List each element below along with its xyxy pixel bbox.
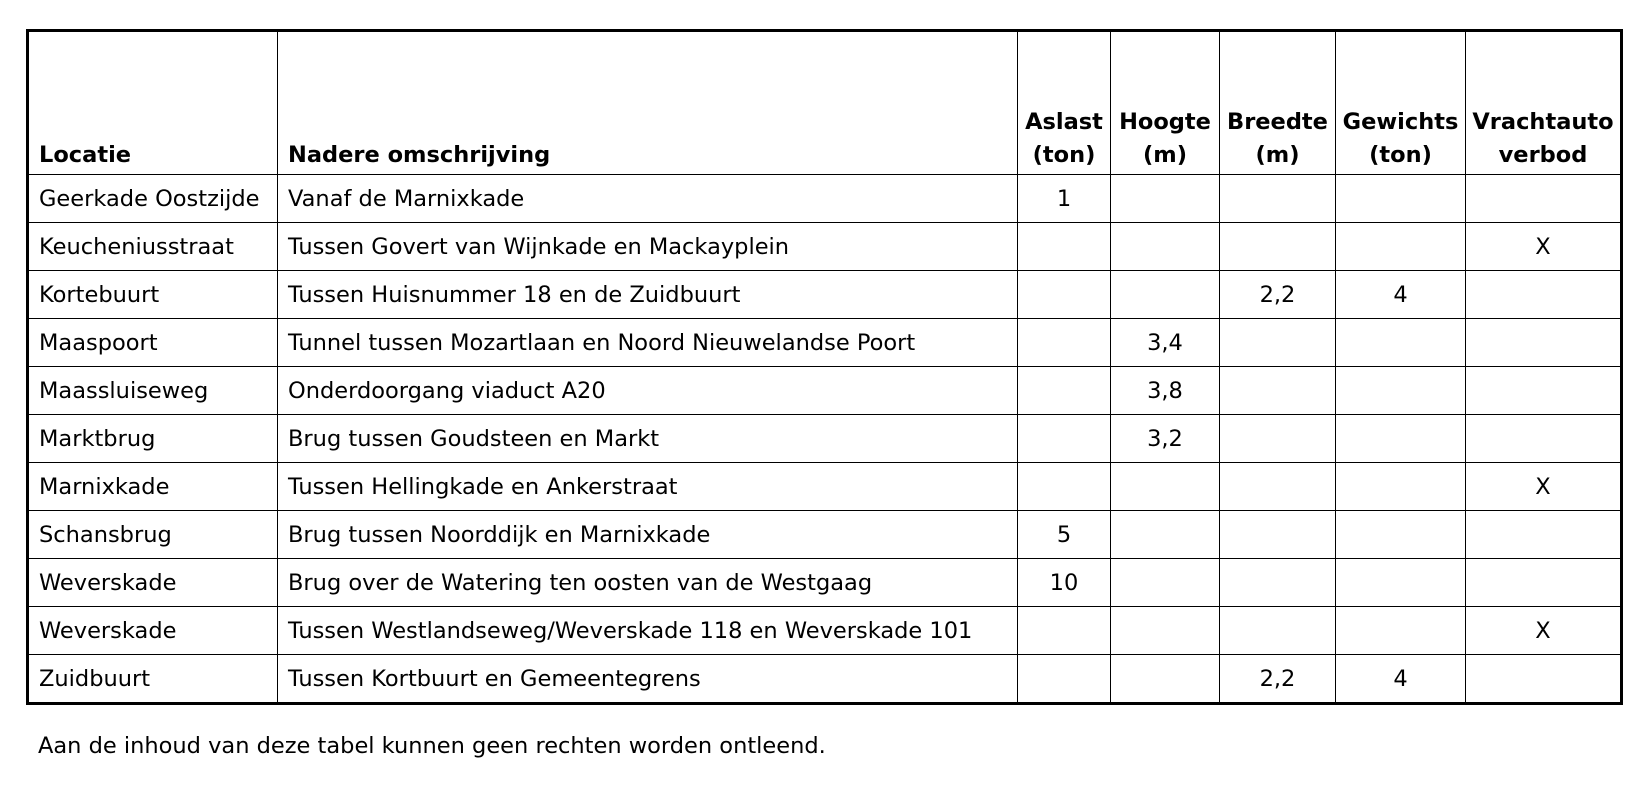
table-row bbox=[28, 175, 1622, 223]
cell-vracht bbox=[1466, 559, 1622, 607]
cell-vracht bbox=[1466, 655, 1622, 704]
disclaimer-footnote: Aan de inhoud van deze tabel kunnen geen rechten worden ontleend. bbox=[38, 733, 826, 759]
header-gewicht bbox=[1336, 31, 1466, 175]
cell-aslast bbox=[1018, 319, 1111, 367]
cell-breedte bbox=[1220, 319, 1336, 367]
table-body bbox=[28, 175, 1622, 704]
cell-vracht bbox=[1466, 511, 1622, 559]
cell-gewicht bbox=[1336, 367, 1466, 415]
table-row bbox=[28, 559, 1622, 607]
header-locatie: Locatie bbox=[28, 31, 278, 175]
cell-omschrijving: Tussen Huisnummer 18 en de Zuidbuurt bbox=[278, 271, 1018, 319]
header-breedte-line-1: Breedte bbox=[1227, 109, 1328, 135]
cell-aslast: 1 bbox=[1018, 175, 1111, 223]
cell-breedte bbox=[1220, 223, 1336, 271]
table-row bbox=[28, 319, 1622, 367]
header-gewicht-line-1: Gewichts bbox=[1342, 109, 1459, 135]
cell-hoogte: 3,2 bbox=[1111, 415, 1220, 463]
table-row bbox=[28, 463, 1622, 511]
table-row bbox=[28, 271, 1622, 319]
cell-hoogte: 3,8 bbox=[1111, 367, 1220, 415]
cell-locatie: Weverskade bbox=[28, 607, 278, 655]
cell-breedte bbox=[1220, 607, 1336, 655]
cell-omschrijving: Brug tussen Noorddijk en Marnixkade bbox=[278, 511, 1018, 559]
cell-hoogte bbox=[1111, 559, 1220, 607]
cell-gewicht bbox=[1336, 559, 1466, 607]
cell-locatie: Schansbrug bbox=[28, 511, 278, 559]
cell-breedte bbox=[1220, 367, 1336, 415]
cell-breedte: 2,2 bbox=[1220, 655, 1336, 704]
cell-vracht: X bbox=[1466, 463, 1622, 511]
cell-omschrijving: Brug tussen Goudsteen en Markt bbox=[278, 415, 1018, 463]
header-aslast-line-1: Aslast bbox=[1025, 109, 1103, 135]
cell-locatie: Kortebuurt bbox=[28, 271, 278, 319]
table-header bbox=[28, 31, 1622, 175]
cell-gewicht bbox=[1336, 415, 1466, 463]
header-breedte bbox=[1220, 31, 1336, 175]
cell-aslast: 10 bbox=[1018, 559, 1111, 607]
cell-breedte bbox=[1220, 559, 1336, 607]
cell-omschrijving: Vanaf de Marnixkade bbox=[278, 175, 1018, 223]
cell-locatie: Zuidbuurt bbox=[28, 655, 278, 704]
table-row bbox=[28, 223, 1622, 271]
cell-gewicht bbox=[1336, 607, 1466, 655]
cell-aslast bbox=[1018, 655, 1111, 704]
cell-locatie: Marnixkade bbox=[28, 463, 278, 511]
header-hoogte bbox=[1111, 31, 1220, 175]
restrictions-table bbox=[26, 29, 1623, 705]
cell-hoogte bbox=[1111, 607, 1220, 655]
cell-locatie: Geerkade Oostzijde bbox=[28, 175, 278, 223]
header-breedte-line-2: (m) bbox=[1255, 142, 1300, 168]
header-aslast bbox=[1018, 31, 1111, 175]
cell-hoogte bbox=[1111, 655, 1220, 704]
table-row bbox=[28, 415, 1622, 463]
cell-hoogte bbox=[1111, 511, 1220, 559]
cell-aslast bbox=[1018, 223, 1111, 271]
cell-hoogte bbox=[1111, 175, 1220, 223]
cell-vracht: X bbox=[1466, 223, 1622, 271]
cell-aslast bbox=[1018, 415, 1111, 463]
cell-locatie: Marktbrug bbox=[28, 415, 278, 463]
cell-hoogte bbox=[1111, 271, 1220, 319]
cell-breedte bbox=[1220, 415, 1336, 463]
cell-breedte bbox=[1220, 463, 1336, 511]
cell-omschrijving: Tunnel tussen Mozartlaan en Noord Nieuwelandse Poort bbox=[278, 319, 1018, 367]
cell-vracht bbox=[1466, 271, 1622, 319]
cell-hoogte: 3,4 bbox=[1111, 319, 1220, 367]
header-hoogte-line-1: Hoogte bbox=[1119, 109, 1211, 135]
cell-omschrijving: Tussen Govert van Wijnkade en Mackayplein bbox=[278, 223, 1018, 271]
table-row bbox=[28, 511, 1622, 559]
header-row bbox=[28, 31, 1622, 175]
header-vracht-line-2: verbod bbox=[1498, 142, 1588, 168]
header-gewicht-line-2: (ton) bbox=[1369, 142, 1432, 168]
cell-vracht: X bbox=[1466, 607, 1622, 655]
header-vracht bbox=[1466, 31, 1622, 175]
cell-omschrijving: Onderdoorgang viaduct A20 bbox=[278, 367, 1018, 415]
header-hoogte-line-2: (m) bbox=[1142, 142, 1187, 168]
cell-breedte bbox=[1220, 175, 1336, 223]
table-row bbox=[28, 367, 1622, 415]
cell-omschrijving: Tussen Westlandseweg/Weverskade 118 en Weverskade 101 bbox=[278, 607, 1018, 655]
cell-vracht bbox=[1466, 175, 1622, 223]
cell-hoogte bbox=[1111, 463, 1220, 511]
cell-aslast bbox=[1018, 463, 1111, 511]
cell-omschrijving: Tussen Hellingkade en Ankerstraat bbox=[278, 463, 1018, 511]
cell-breedte bbox=[1220, 511, 1336, 559]
cell-hoogte bbox=[1111, 223, 1220, 271]
cell-omschrijving: Tussen Kortbuurt en Gemeentegrens bbox=[278, 655, 1018, 704]
cell-breedte: 2,2 bbox=[1220, 271, 1336, 319]
cell-vracht bbox=[1466, 367, 1622, 415]
cell-aslast: 5 bbox=[1018, 511, 1111, 559]
cell-gewicht bbox=[1336, 319, 1466, 367]
table-row bbox=[28, 607, 1622, 655]
cell-gewicht bbox=[1336, 463, 1466, 511]
header-omschrijving: Nadere omschrijving bbox=[278, 31, 1018, 175]
cell-omschrijving: Brug over de Watering ten oosten van de Westgaag bbox=[278, 559, 1018, 607]
cell-aslast bbox=[1018, 607, 1111, 655]
cell-locatie: Maaspoort bbox=[28, 319, 278, 367]
cell-aslast bbox=[1018, 271, 1111, 319]
header-aslast-line-2: (ton) bbox=[1032, 142, 1096, 168]
header-vracht-line-1: Vrachtauto bbox=[1472, 109, 1614, 135]
cell-gewicht bbox=[1336, 223, 1466, 271]
cell-gewicht bbox=[1336, 511, 1466, 559]
cell-gewicht: 4 bbox=[1336, 655, 1466, 704]
cell-aslast bbox=[1018, 367, 1111, 415]
cell-locatie: Keucheniusstraat bbox=[28, 223, 278, 271]
cell-gewicht bbox=[1336, 175, 1466, 223]
cell-gewicht: 4 bbox=[1336, 271, 1466, 319]
cell-vracht bbox=[1466, 319, 1622, 367]
cell-locatie: Weverskade bbox=[28, 559, 278, 607]
table-row bbox=[28, 655, 1622, 704]
cell-locatie: Maassluiseweg bbox=[28, 367, 278, 415]
cell-vracht bbox=[1466, 415, 1622, 463]
